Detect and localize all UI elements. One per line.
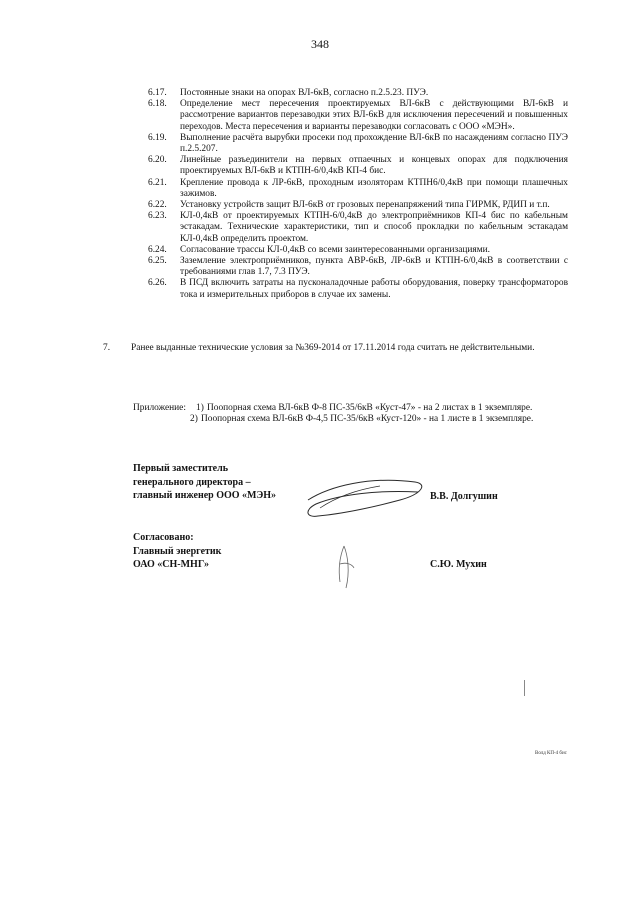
- item-text: Выполнение расчёта вырубки просеки под прохождение ВЛ-6кВ по насаждениям согласно ПУЭ п.2.5.207.: [180, 132, 568, 155]
- signatory-name: С.Ю. Мухин: [430, 559, 487, 570]
- footer-note: Волд КП-4 бис: [535, 751, 567, 756]
- list-item: [148, 211, 568, 245]
- appendix-entry: [133, 414, 569, 425]
- appendix-entry-number: 2): [190, 414, 198, 425]
- item-text: КЛ-0,4кВ от проектируемых КТПН-6/0,4кВ до электроприёмников КП-4 бис по кабельным эстакадам. Технические характеристики, тип и способ прокладки по кабельным эстакадам КЛ-0,4кВ определить проектом.: [180, 211, 568, 244]
- list-item: [148, 178, 568, 200]
- signatory-line: Главный энергетик: [133, 545, 222, 557]
- item-number: 6.22.: [148, 200, 167, 211]
- list-item: [148, 133, 568, 155]
- item-number: 6.18.: [148, 99, 167, 110]
- item-number: 6.24.: [148, 244, 167, 255]
- list-item: [148, 256, 568, 278]
- item-number: 6.21.: [148, 177, 167, 188]
- scan-mark: [524, 680, 525, 696]
- list-item: [148, 278, 568, 300]
- agreed-block: [133, 531, 221, 572]
- item-number: 6.26.: [148, 278, 167, 289]
- item-7: [103, 343, 569, 354]
- item-number: 7.: [103, 343, 111, 353]
- item-text: Согласование трассы КЛ-0,4кВ со всеми заинтересованными организациями.: [180, 244, 491, 255]
- item-text: Крепление провода к ЛР-6кВ, проходным изоляторам КТПН6/0,4кВ при помощи плашечных зажимов.: [180, 177, 568, 199]
- list-item: [148, 245, 568, 256]
- appendix-entry: [133, 403, 569, 414]
- signature-dolgushin: [300, 468, 430, 526]
- appendix: [133, 403, 569, 425]
- appendix-entry-number: 1): [196, 403, 204, 413]
- page-number: 348: [311, 37, 329, 51]
- item-number: 6.19.: [148, 132, 167, 143]
- item-number: 6.25.: [148, 256, 167, 267]
- list-item: [148, 155, 568, 177]
- list-item: [148, 99, 568, 133]
- signatory-line: Согласовано:: [133, 532, 194, 543]
- list-item: [148, 88, 568, 99]
- item-text: Установку устройств защит ВЛ-6кВ от грозовых перенапряжений типа ГИРМК, РДИП и т.п.: [180, 200, 550, 211]
- signature-mukhin: [332, 542, 362, 594]
- item-text: Линейные разъединители на первых отпаечных и концевых опорах для подключения проектируемых ВЛ-6кВ и КТПН-6/0,4кВ КП-4 бис.: [180, 155, 568, 177]
- signatory-line: Первый заместитель: [133, 463, 228, 474]
- appendix-entry-text: Поопорная схема ВЛ-6кВ Ф-4,5 ПС-35/6кВ «Куст-120» - на 1 листе в 1 экземпляре.: [201, 414, 534, 425]
- item-number: 6.23.: [148, 211, 167, 222]
- signatory-line: ОАО «СН-МНГ»: [133, 559, 209, 570]
- item-text: В ПСД включить затраты на пусконаладочные работы оборудования, поверку трансформаторов тока и измерительных приборов в случае их замены.: [180, 278, 568, 300]
- signatory-title: [133, 462, 276, 503]
- conditions-list: [148, 88, 568, 301]
- list-item: [148, 200, 568, 211]
- signatory-name: В.В. Долгушин: [430, 491, 498, 502]
- item-text: Постоянные знаки на опорах ВЛ-6кВ, согласно п.2.5.23. ПУЭ.: [180, 88, 429, 98]
- item-text: Определение мест пересечения проектируемых ВЛ-6кВ с действующими ВЛ-6кВ и рассмотрение вариантов перезаводки этих ВЛ-6кВ для исключения пересечений и повышенных переходов. Места пересечения и варианты перезаводки согласовать с ООО «МЭН».: [180, 99, 568, 132]
- signatory-line: главный инженер ООО «МЭН»: [133, 490, 277, 501]
- signatory-line: генерального директора –: [133, 476, 251, 488]
- item-number: 6.17.: [148, 88, 167, 98]
- appendix-label: Приложение:: [133, 403, 186, 413]
- item-text: Заземление электроприёмников, пункта АВР-6кВ, ЛР-6кВ и КТПН-6/0,4кВ в соответствии с требованиями глав 1.7, 7.3 ПУЭ.: [180, 256, 568, 278]
- item-number: 6.20.: [148, 155, 167, 166]
- item-text: Ранее выданные технические условия за №369-2014 от 17.11.2014 года считать не действительными.: [131, 343, 535, 353]
- appendix-entry-text: Поопорная схема ВЛ-6кВ Ф-8 ПС-35/6кВ «Куст-47» - на 2 листах в 1 экземпляре.: [207, 403, 533, 413]
